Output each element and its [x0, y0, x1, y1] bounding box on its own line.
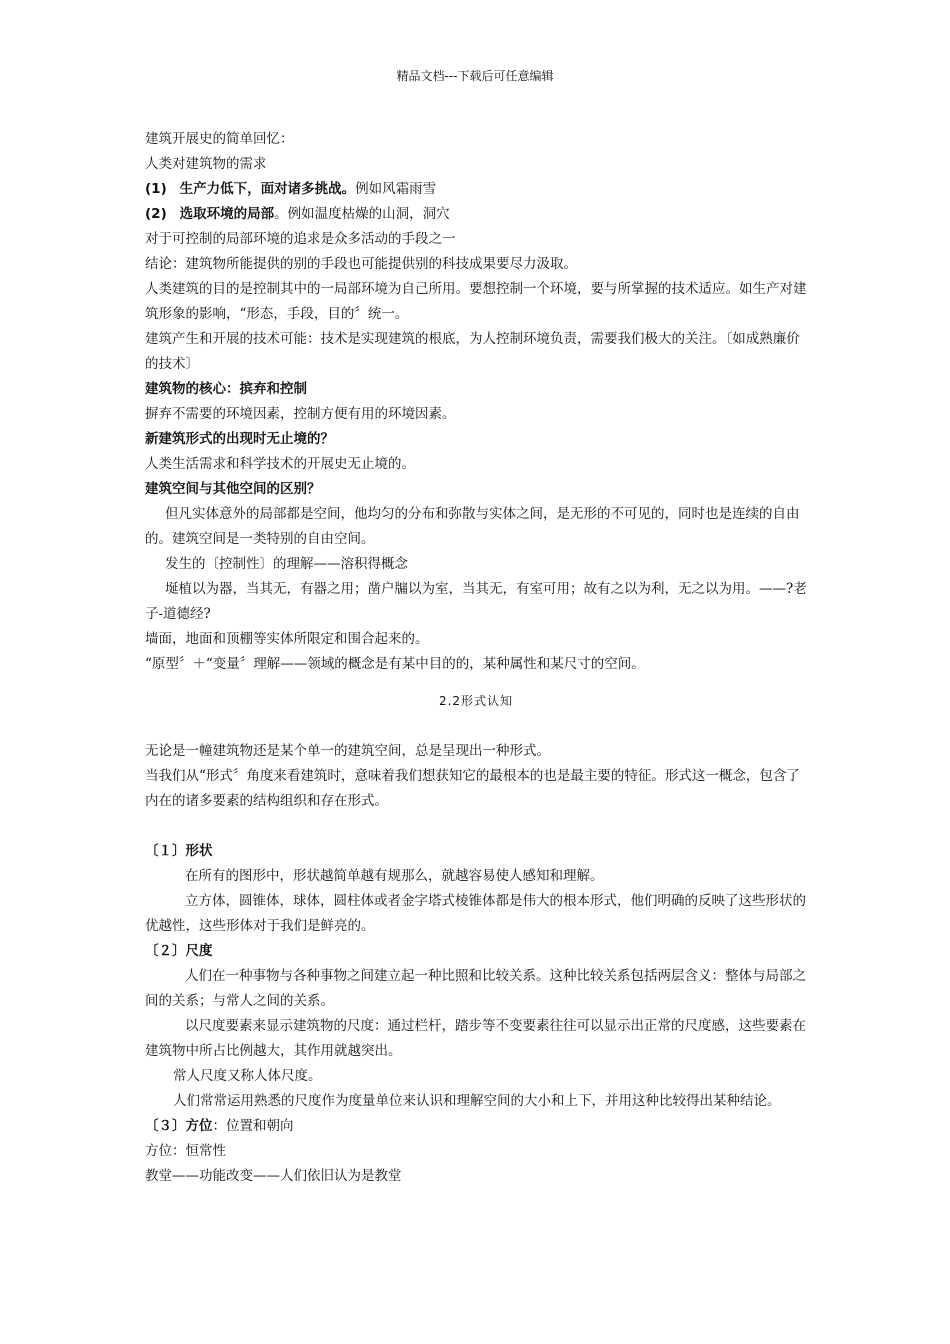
bold-text: 生产力低下，面对诸多挑战。: [179, 181, 356, 197]
paragraph: 埏植以为器，当其无，有器之用；凿户牖以为室，当其无，有室可用；故有之以为利，无之以为用。——?老子-道德经?: [145, 581, 807, 622]
paragraph: 人类对建筑物的需求: [145, 156, 267, 172]
subsection-heading: 〔１〕形状: [145, 843, 213, 859]
paragraph: 人类生活需求和科学技术的开展史无止境的。: [145, 456, 415, 472]
subheading: 新建筑形式的出现时无止境的？: [145, 431, 334, 447]
paragraph: 发生的〔控制性〕的理解——溶积得概念: [165, 556, 408, 572]
paragraph: 摒弃不需要的环境因素，控制方便有用的环境因素。: [145, 406, 456, 422]
paragraph: 方位：恒常性: [145, 1143, 226, 1159]
list-item: [145, 202, 807, 227]
document-body: [145, 127, 807, 1189]
subsection-heading: [145, 1114, 807, 1139]
bold-text: 〔３〕方位: [145, 1118, 213, 1134]
section-title: 2.2形式认知: [438, 694, 514, 708]
list-number: (2): [145, 206, 167, 222]
page-header: 精品文档---下载后可任意编辑: [396, 69, 554, 83]
text: ：位置和朝向: [212, 1118, 294, 1134]
paragraph: 在所有的图形中，形状越简单越有规那么，就越容易使人感知和理解。: [185, 868, 604, 884]
paragraph: 但凡实体意外的局部都是空间，他均匀的分布和弥散与实体之间，是无形的不可见的，同时也是连续的自由的。建筑空间是一类特别的自由空间。: [145, 506, 800, 547]
paragraph: 人们常常运用熟悉的尺度作为度量单位来认识和理解空间的大小和上下，并用这种比较得出某种结论。: [173, 1093, 781, 1109]
paragraph: 以尺度要素来显示建筑物的尺度：通过栏杆，踏步等不变要素往往可以显示出正常的尺度感，这些要素在建筑物中所占比例越大，其作用就越突出。: [145, 1018, 806, 1059]
paragraph: 结论：建筑物所能提供的别的手段也可能提供别的科技成果要尽力汲取。: [145, 256, 577, 272]
text: 。例如温度枯燥的山洞，洞穴: [274, 206, 450, 222]
paragraph: 对于可控制的局部环境的追求是众多活动的手段之一: [145, 231, 456, 247]
paragraph: 教堂——功能改变——人们依旧认为是教堂: [145, 1168, 402, 1184]
paragraph: 建筑产生和开展的技术可能：技术是实现建筑的根底，为人控制环境负责，需要我们极大的关注。〔如成熟廉价的技术〕: [145, 331, 800, 372]
paragraph: 当我们从“形式〞角度来看建筑时，意味着我们想获知它的最根本的也是最主要的特征。形式这一概念，包含了内在的诸多要素的结构组织和存在形式。: [145, 768, 800, 809]
subsection-heading: 〔２〕尺度: [145, 943, 213, 959]
paragraph: 人们在一种事物与各种事物之间建立起一种比照和比较关系。这种比较关系包括两层含义：整体与局部之间的关系；与常人之间的关系。: [145, 968, 806, 1009]
list-item: [145, 177, 807, 202]
paragraph: “原型〞＋“变量〞理解——领域的概念是有某中目的的，某种属性和某尺寸的空间。: [145, 656, 645, 672]
subheading: 建筑空间与其他空间的区别？: [145, 481, 321, 497]
text: 例如风霜雨雪: [355, 181, 437, 197]
bold-text: 选取环境的局部: [179, 206, 275, 222]
paragraph: 常人尺度又称人体尺度。: [173, 1068, 322, 1084]
subheading: 建筑物的核心：摈弃和控制: [145, 381, 307, 397]
paragraph: 立方体，圆锥体，球体，圆柱体或者金字塔式棱锥体都是伟大的根本形式，他们明确的反映了这些形状的优越性，这些形体对于我们是鲜亮的。: [145, 893, 806, 934]
paragraph: 无论是一幢建筑物还是某个单一的建筑空间，总是呈现出一种形式。: [145, 743, 550, 759]
list-number: (1): [145, 181, 167, 197]
paragraph: 墙面，地面和顶棚等实体所限定和围合起来的。: [145, 631, 429, 647]
paragraph: 建筑开展史的简单回忆：: [145, 131, 294, 147]
paragraph: 人类建筑的目的是控制其中的一局部环境为自己所用。要想控制一个环境，要与所掌握的技术适应。如生产对建筑形象的影响，“形态，手段，目的〞统一。: [145, 281, 807, 322]
